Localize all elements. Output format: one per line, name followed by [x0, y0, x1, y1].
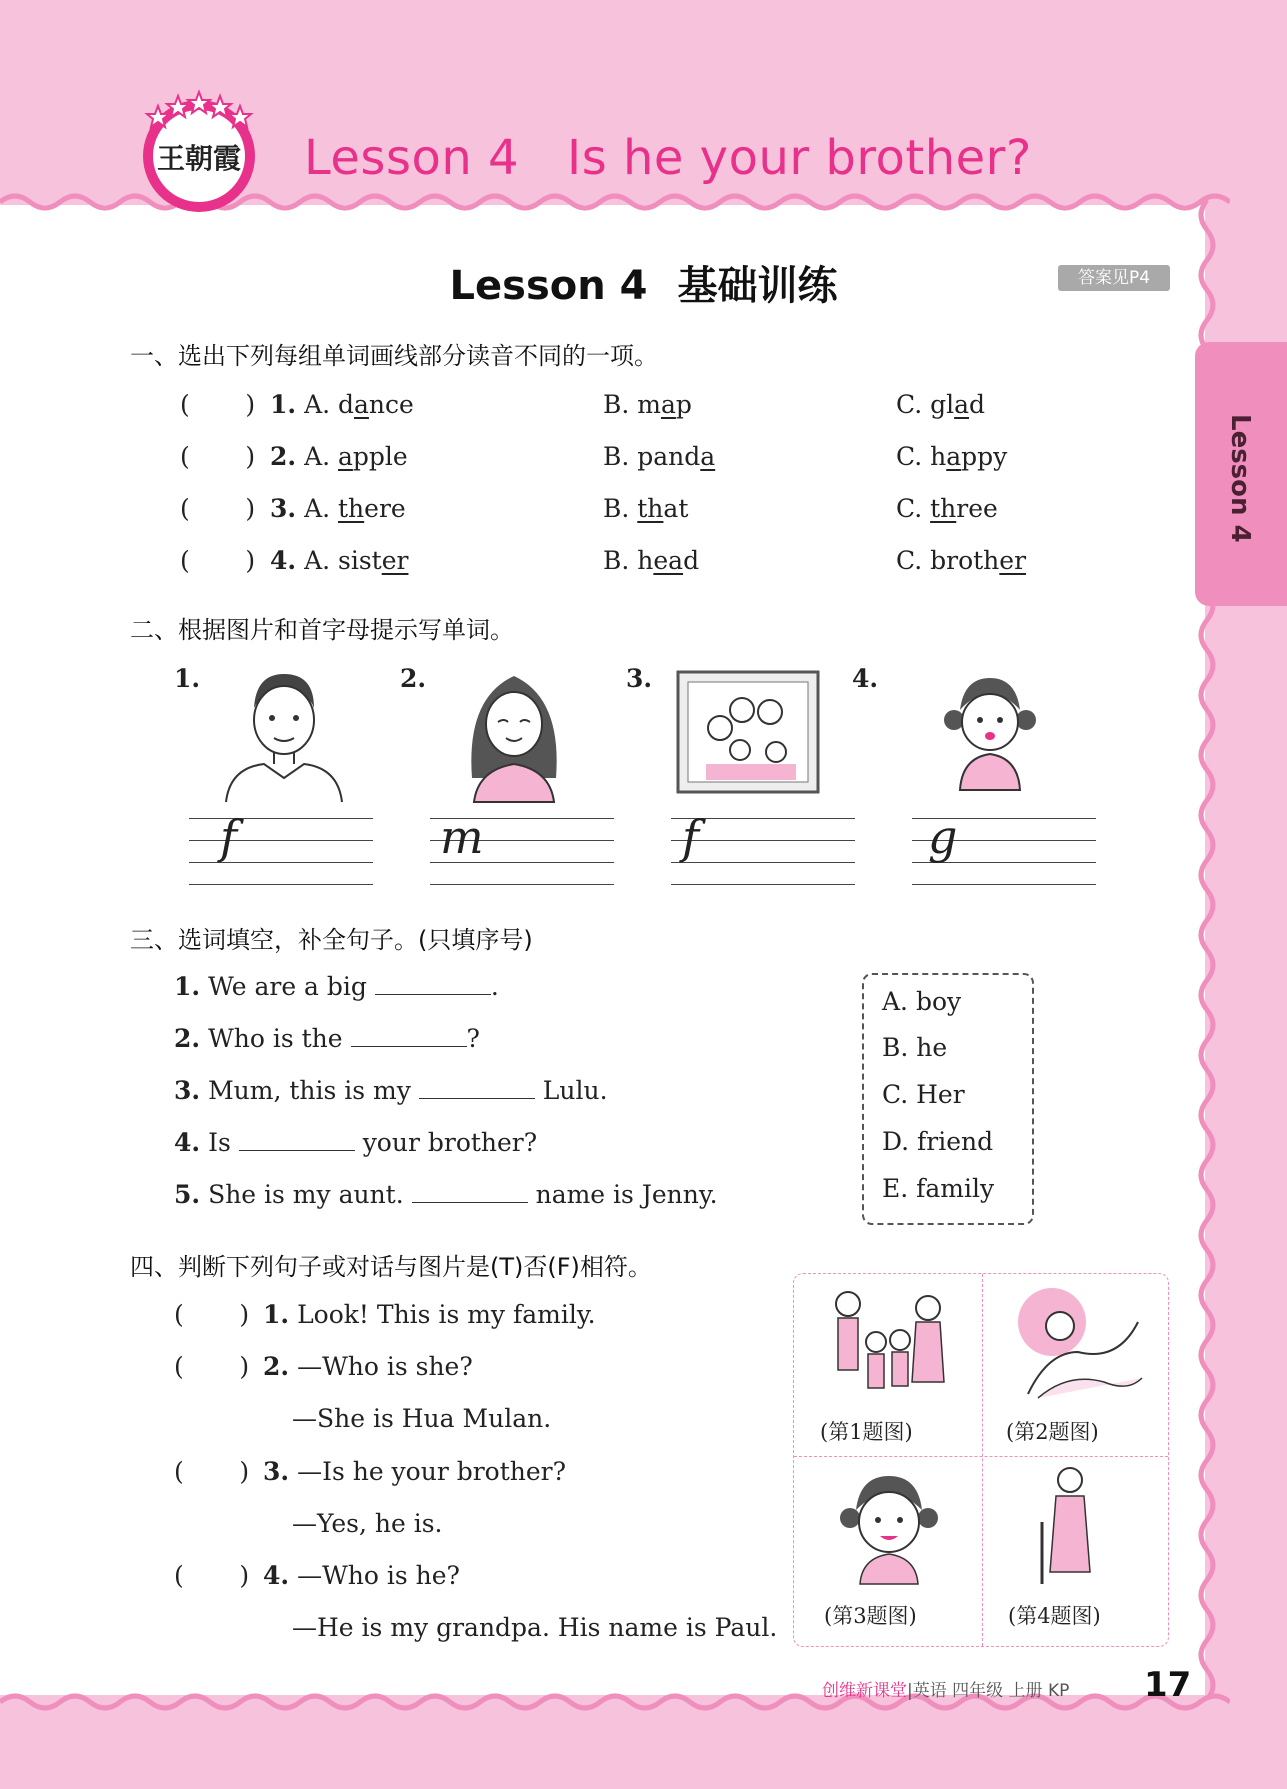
header-lesson: Lesson 4	[304, 130, 520, 186]
q3-sentence: 4. Is your brother?	[174, 1128, 538, 1157]
side-tab-label: Lesson 4	[1225, 414, 1255, 543]
footer-brand: 创维新课堂	[822, 1681, 907, 1701]
writing-lines[interactable]	[189, 818, 373, 890]
grandma-illustration	[1026, 1462, 1116, 1588]
logo-text: 王朝霞	[156, 142, 242, 175]
q3-sentence: 2. Who is the ?	[174, 1024, 480, 1053]
option-c: C. brother	[896, 546, 1027, 575]
q4-picture-grid	[793, 1273, 1169, 1647]
section-name: 基础训练	[677, 263, 838, 309]
answer-reference-badge: 答案见P4	[1058, 265, 1170, 291]
q4-heading: 四、判断下列句子或对话与图片是(T)否(F)相符。	[130, 1253, 652, 1281]
word-option: E. family	[882, 1174, 995, 1203]
lesson-header	[304, 130, 1032, 186]
q4-line: 1. Look! This is my family.	[263, 1300, 596, 1329]
fill-blank[interactable]	[239, 1131, 355, 1151]
q3-heading: 三、选词填空，补全句子。(只填序号)	[130, 926, 533, 954]
option-c: C. three	[896, 494, 998, 523]
option-c: C. happy	[896, 442, 1008, 471]
family-group-illustration	[824, 1282, 954, 1410]
picture-caption: (第3题图)	[824, 1604, 917, 1628]
mulan-illustration	[1008, 1282, 1148, 1410]
q2-heading: 二、根据图片和首字母提示写单词。	[130, 616, 514, 644]
hint-letter: m	[440, 810, 484, 864]
answer-paren[interactable]: ( )	[174, 1561, 250, 1590]
answer-paren[interactable]: ( )	[180, 442, 256, 471]
word-option: B. he	[882, 1033, 948, 1062]
q2-number: 2.	[400, 664, 427, 693]
q3-sentence: 3. Mum, this is my Lulu.	[174, 1076, 608, 1105]
father-illustration	[220, 668, 345, 804]
q3-sentence: 5. She is my aunt. name is Jenny.	[174, 1180, 718, 1209]
page-number: 17	[1144, 1665, 1192, 1705]
word-options-box	[862, 973, 1034, 1225]
answer-paren[interactable]: ( )	[180, 494, 256, 523]
footer-meta: 英语 四年级 上册 KP	[912, 1681, 1070, 1701]
footer-info: 创维新课堂|英语 四年级 上册 KP	[822, 1681, 1070, 1701]
family-photo-illustration	[676, 670, 820, 794]
option-c: C. glad	[896, 390, 986, 419]
word-option: D. friend	[882, 1127, 994, 1156]
q4-line: 3. —Is he your brother?	[263, 1457, 567, 1486]
option-b: B. map	[603, 390, 692, 419]
hint-letter: f	[220, 810, 238, 864]
section-lesson: Lesson 4	[449, 263, 648, 309]
answer-paren[interactable]: ( )	[180, 546, 256, 575]
option-b: B. that	[603, 494, 689, 523]
option-a: 4. A. sister	[270, 546, 409, 575]
side-lesson-tab	[1195, 342, 1287, 606]
q2-number: 3.	[626, 664, 653, 693]
option-a: 1. A. dance	[270, 390, 414, 419]
girl-illustration	[940, 670, 1040, 794]
picture-caption: (第2题图)	[1006, 1420, 1099, 1444]
q4-line: —He is my grandpa. His name is Paul.	[292, 1613, 778, 1642]
q2-number: 1.	[174, 664, 201, 693]
fill-blank[interactable]	[351, 1027, 467, 1047]
hint-letter: g	[928, 810, 958, 864]
fill-blank[interactable]	[375, 975, 491, 995]
answer-paren[interactable]: ( )	[180, 390, 256, 419]
girl-illustration	[834, 1466, 944, 1586]
fill-blank[interactable]	[419, 1079, 535, 1099]
word-option: A. boy	[882, 987, 962, 1016]
answer-paren[interactable]: ( )	[174, 1300, 250, 1329]
q4-line: —Yes, he is.	[292, 1509, 443, 1538]
option-a: 2. A. apple	[270, 442, 408, 471]
answer-paren[interactable]: ( )	[174, 1352, 250, 1381]
answer-paren[interactable]: ( )	[174, 1457, 250, 1486]
q3-sentence: 1. We are a big .	[174, 972, 499, 1001]
hint-letter: f	[682, 810, 700, 864]
q1-heading: 一、选出下列每组单词画线部分读音不同的一项。	[130, 342, 658, 370]
option-a: 3. A. there	[270, 494, 406, 523]
q4-line: —She is Hua Mulan.	[292, 1404, 552, 1433]
picture-caption: (第4题图)	[1008, 1604, 1101, 1628]
header-title: Is he your brother?	[567, 130, 1032, 186]
mother-illustration	[462, 668, 566, 804]
picture-caption: (第1题图)	[820, 1420, 913, 1444]
brand-logo	[136, 88, 262, 214]
word-option: C. Her	[882, 1080, 965, 1109]
option-b: B. panda	[603, 442, 716, 471]
q2-number: 4.	[852, 664, 879, 693]
option-b: B. head	[603, 546, 700, 575]
q4-line: 4. —Who is he?	[263, 1561, 460, 1590]
q4-line: 2. —Who is she?	[263, 1352, 473, 1381]
fill-blank[interactable]	[412, 1183, 528, 1203]
